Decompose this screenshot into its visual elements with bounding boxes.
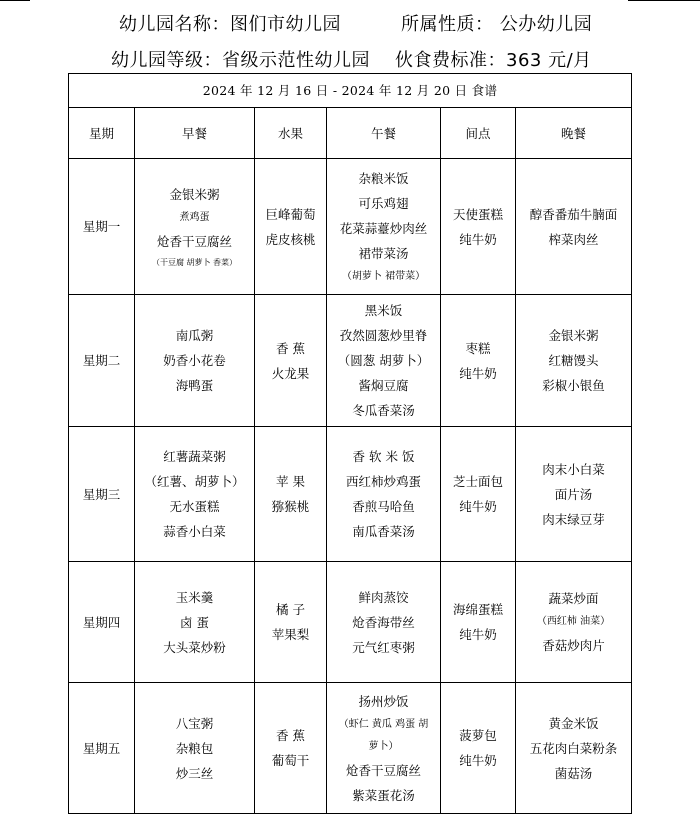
day-label: 星期二 [69, 295, 135, 427]
dinner-item: 肉末绿豆芽 [542, 511, 605, 527]
snack-cell [441, 159, 516, 295]
day-label: 星期四 [69, 562, 135, 683]
dinner-note: （西红柿 油菜） [536, 616, 611, 627]
lunch-item: 扬州炒饭 [358, 693, 409, 709]
col-header-dinner: 晚餐 [516, 108, 632, 159]
snack-cell [441, 427, 516, 562]
kindergarten-nature: 所属性质： 公办幼儿园 [401, 14, 593, 35]
kindergarten-level: 幼儿园等级：省级示范性幼儿园 [111, 50, 370, 71]
breakfast-item: 炝香干豆腐丝 [156, 233, 232, 249]
table-row-wednesday [69, 427, 632, 562]
snack-item: 纯牛奶 [459, 231, 497, 247]
breakfast-item: 大头菜炒粉 [163, 639, 226, 655]
lunch-item: 花菜蒜薹炒肉丝 [339, 220, 428, 236]
col-header-breakfast: 早餐 [135, 108, 255, 159]
fruit-item: 苹果梨 [271, 627, 310, 642]
lunch-note: 萝卜） [368, 740, 399, 752]
lunch-item: 黑米饭 [364, 303, 403, 318]
breakfast-item: 海鸭蛋 [175, 378, 214, 393]
dinner-item: 红糖馒头 [548, 353, 599, 368]
date-range-row [69, 74, 632, 108]
col-header-fruit: 水果 [255, 108, 327, 159]
dinner-cell [516, 159, 632, 295]
fruit-cell [255, 683, 327, 814]
lunch-item: 孜然圆葱炒里脊 [339, 328, 428, 343]
top-rule-right [628, 0, 700, 1]
lunch-cell [327, 683, 441, 814]
snack-item: 纯牛奶 [459, 627, 497, 642]
lunch-item: 紫菜蛋花汤 [352, 787, 415, 803]
breakfast-cell [135, 295, 255, 427]
snack-item: 纯牛奶 [459, 365, 497, 381]
lunch-note: （虾仁 黄瓜 鸡蛋 胡 [338, 718, 429, 730]
snack-item: 纯牛奶 [459, 499, 497, 514]
breakfast-item: 南瓜粥 [175, 328, 214, 343]
breakfast-item: 玉米羹 [175, 589, 214, 605]
breakfast-cell [135, 159, 255, 295]
lunch-cell [327, 427, 441, 562]
dinner-cell [516, 562, 632, 683]
breakfast-cell [135, 683, 255, 814]
dinner-item: 黄金米饭 [548, 715, 599, 731]
col-header-lunch: 午餐 [327, 108, 441, 159]
dinner-item: 金银米粥 [548, 328, 599, 343]
dinner-cell [516, 295, 632, 427]
table-row-friday [69, 683, 632, 814]
lunch-cell [327, 159, 441, 295]
breakfast-item: 炒三丝 [175, 765, 214, 781]
breakfast-item: 无水蛋糕 [169, 499, 220, 514]
fruit-cell [255, 562, 327, 683]
dinner-item: 面片汤 [554, 486, 593, 502]
fruit-item: 香 蕉 [276, 340, 305, 356]
fruit-item: 橘 子 [276, 602, 305, 617]
dinner-item: 醇香番茄牛腩面 [529, 206, 618, 222]
lunch-item: 冬瓜香菜汤 [352, 403, 415, 418]
fruit-item: 巨峰葡萄 [265, 206, 316, 222]
lunch-cell [327, 295, 441, 427]
column-header-row [69, 108, 632, 159]
col-header-snack: 间点 [441, 108, 516, 159]
lunch-item: 西红柿炒鸡蛋 [345, 474, 421, 489]
dinner-item: 彩椒小银鱼 [542, 378, 605, 393]
lunch-item: 炝香海带丝 [352, 614, 415, 630]
lunch-item: 裙带菜汤 [358, 245, 409, 261]
lunch-note: （胡萝卜 裙带菜） [341, 270, 426, 282]
col-header-day: 星期 [69, 108, 135, 159]
table-row-thursday [69, 562, 632, 683]
breakfast-item: 红薯蔬菜粥 [163, 449, 226, 464]
dinner-item: 菌菇汤 [554, 765, 593, 781]
breakfast-item: 八宝粥 [175, 715, 214, 731]
fruit-cell [255, 427, 327, 562]
dinner-item: 蔬菜炒面 [548, 591, 599, 606]
fruit-item: 虎皮核桃 [265, 231, 316, 247]
breakfast-note: （干豆腐 胡萝卜 香菜） [151, 257, 238, 267]
lunch-item: 香 软 米 饭 [352, 449, 415, 464]
snack-cell [441, 562, 516, 683]
lunch-item: 可乐鸡翅 [358, 195, 409, 211]
meal-fee: 伙食费标准：363 元/月 [395, 50, 592, 71]
snack-item: 纯牛奶 [459, 753, 497, 768]
fruit-cell [255, 295, 327, 427]
dinner-cell [516, 683, 632, 814]
breakfast-cell [135, 562, 255, 683]
fruit-item: 葡萄干 [271, 753, 310, 768]
snack-item: 芝士面包 [452, 474, 503, 489]
breakfast-item: 蒜香小白菜 [163, 524, 226, 539]
breakfast-item: 卤 蛋 [180, 614, 209, 630]
lunch-item: 南瓜香菜汤 [352, 524, 415, 539]
dinner-item: 榨菜肉丝 [548, 231, 599, 247]
breakfast-item: 杂粮包 [175, 740, 214, 756]
day-label: 星期三 [69, 427, 135, 562]
day-label: 星期一 [69, 159, 135, 295]
lunch-cell [327, 562, 441, 683]
dinner-item: 五花肉白菜粉条 [529, 740, 618, 756]
day-label: 星期五 [69, 683, 135, 814]
snack-item: 海绵蛋糕 [452, 602, 503, 617]
snack-item: 枣糕 [465, 340, 491, 356]
weekly-menu-table [68, 73, 632, 814]
fruit-cell [255, 159, 327, 295]
lunch-item: 酱焖豆腐 [358, 378, 409, 393]
top-rule-left [0, 0, 30, 1]
lunch-item: 香煎马哈鱼 [352, 499, 415, 514]
dinner-item: 香菇炒肉片 [542, 638, 605, 653]
fruit-item: 苹 果 [276, 474, 305, 489]
lunch-item: 元气红枣粥 [352, 639, 415, 655]
breakfast-cell [135, 427, 255, 562]
snack-cell [441, 295, 516, 427]
lunch-item: （圆葱 胡萝卜） [337, 353, 430, 368]
snack-item: 天使蛋糕 [452, 206, 503, 222]
table-row-monday [69, 159, 632, 295]
fruit-item: 火龙果 [271, 365, 310, 381]
snack-item: 菠萝包 [459, 728, 497, 743]
fruit-item: 香 蕉 [276, 728, 305, 743]
breakfast-item: （红薯、胡萝卜） [144, 474, 245, 489]
table-row-tuesday [69, 295, 632, 427]
lunch-item: 炝香干豆腐丝 [345, 762, 421, 778]
kindergarten-name: 幼儿园名称：图们市幼儿园 [119, 14, 341, 35]
breakfast-item: 奶香小花卷 [163, 353, 226, 368]
dinner-cell [516, 427, 632, 562]
lunch-item: 鲜肉蒸饺 [358, 589, 409, 605]
breakfast-item: 煮鸡蛋 [179, 211, 210, 223]
snack-cell [441, 683, 516, 814]
breakfast-item: 金银米粥 [169, 186, 220, 202]
lunch-item: 杂粮米饭 [358, 170, 409, 186]
dinner-item: 肉末小白菜 [542, 461, 605, 477]
date-range: 2024 年 12 月 16 日 - 2024 年 12 月 20 日 食谱 [69, 74, 632, 108]
fruit-item: 猕猴桃 [271, 499, 310, 514]
